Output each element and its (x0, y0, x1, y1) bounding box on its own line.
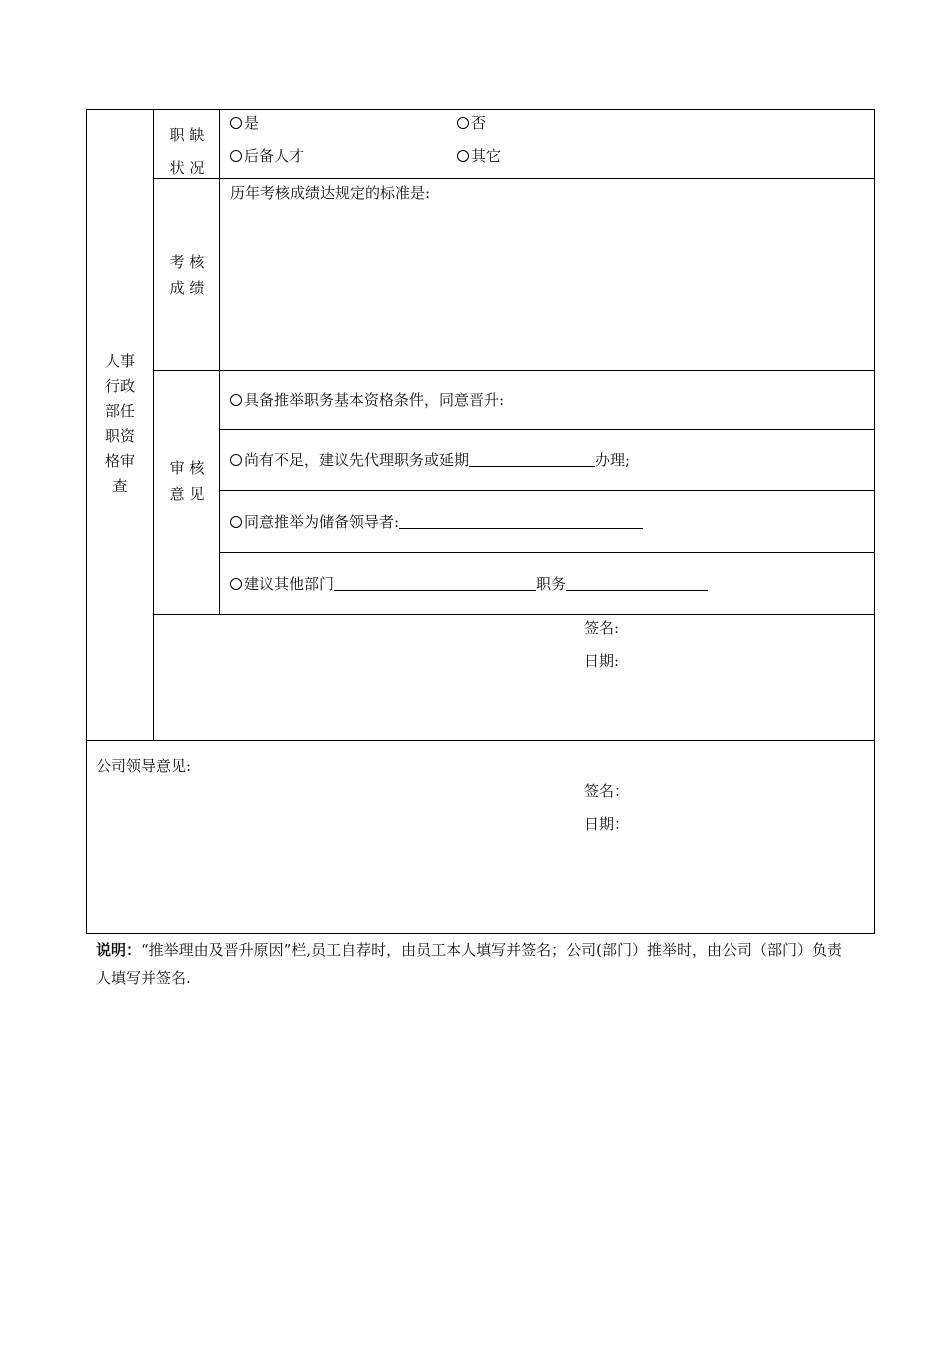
table-border-left (86, 109, 87, 934)
hr-label-line: 职资 (104, 427, 135, 445)
table-border-top (86, 109, 875, 110)
footnote (96, 936, 856, 992)
hr-label-line: 查 (112, 477, 128, 495)
other-position-blank[interactable] (566, 576, 708, 591)
radio-circle-icon (230, 516, 242, 528)
leader-date-label: 日期： (584, 815, 630, 833)
defer-period-blank[interactable] (469, 452, 595, 467)
table-border-right (874, 109, 875, 934)
radio-circle-icon (230, 578, 242, 590)
review-option-defer[interactable]: 尚有不足，建议先代理职务或延期 办理; (230, 451, 630, 469)
review-option-other-dept[interactable]: 建议其他部门 职务 (230, 575, 708, 593)
row-divider-review-end (153, 614, 875, 615)
review-label (155, 455, 219, 507)
assessment-prompt: 历年考核成绩达规定的标准是: (230, 184, 431, 202)
radio-circle-icon (230, 150, 242, 162)
vacancy-label-line: 状 况 (169, 159, 205, 177)
footnote-text: “推举理由及晋升原因”栏,员工自荐时，由员工本人填写并签名；公司(部门）推举时，由公司（部门）负责人填写并签名. (96, 941, 842, 987)
hr-date-label: 日期: (584, 652, 620, 670)
row-divider-vacancy (153, 178, 875, 179)
assessment-label (155, 249, 219, 301)
hr-label-line: 格审 (104, 452, 135, 470)
other-dept-blank[interactable] (334, 576, 536, 591)
radio-circle-icon (457, 117, 469, 129)
hr-label-line: 行政 (104, 377, 135, 395)
hr-label-line: 部任 (104, 402, 135, 420)
assessment-label-line: 成 绩 (169, 279, 205, 297)
vacancy-label (155, 119, 219, 185)
leader-signature-label: 签名： (584, 782, 630, 800)
review-label-line: 意 见 (169, 485, 205, 503)
hr-label-line: 人事 (104, 352, 135, 370)
hr-section-label (88, 349, 152, 499)
hr-signature-label: 签名: (584, 619, 620, 637)
reserve-leader-blank[interactable] (399, 514, 643, 529)
radio-circle-icon (457, 150, 469, 162)
radio-circle-icon (230, 394, 242, 406)
table-border-bottom (86, 933, 875, 934)
assessment-label-line: 考 核 (169, 253, 205, 271)
row-divider-review-1 (219, 429, 875, 430)
row-divider-review-3 (219, 552, 875, 553)
vacancy-label-line: 职 缺 (169, 126, 205, 144)
row-divider-hr-end (86, 740, 875, 741)
vacancy-option-other[interactable]: 其它 (457, 147, 501, 165)
review-option-reserve-leader[interactable]: 同意推举为储备领导者: (230, 513, 643, 531)
review-option-approve[interactable]: 具备推举职务基本资格条件，同意晋升: (230, 391, 504, 409)
row-divider-assessment (153, 370, 875, 371)
row-divider-review-2 (219, 490, 875, 491)
label-column-divider (219, 109, 220, 614)
vacancy-option-no[interactable]: 否 (457, 114, 486, 132)
review-label-line: 审 核 (169, 459, 205, 477)
footnote-label: 说明： (96, 941, 142, 959)
radio-circle-icon (230, 454, 242, 466)
radio-circle-icon (230, 117, 242, 129)
hr-section-divider (153, 109, 154, 740)
leader-opinion-title: 公司领导意见: (96, 757, 192, 775)
vacancy-option-yes[interactable]: 是 (230, 114, 259, 132)
vacancy-option-reserve[interactable]: 后备人才 (230, 147, 304, 165)
